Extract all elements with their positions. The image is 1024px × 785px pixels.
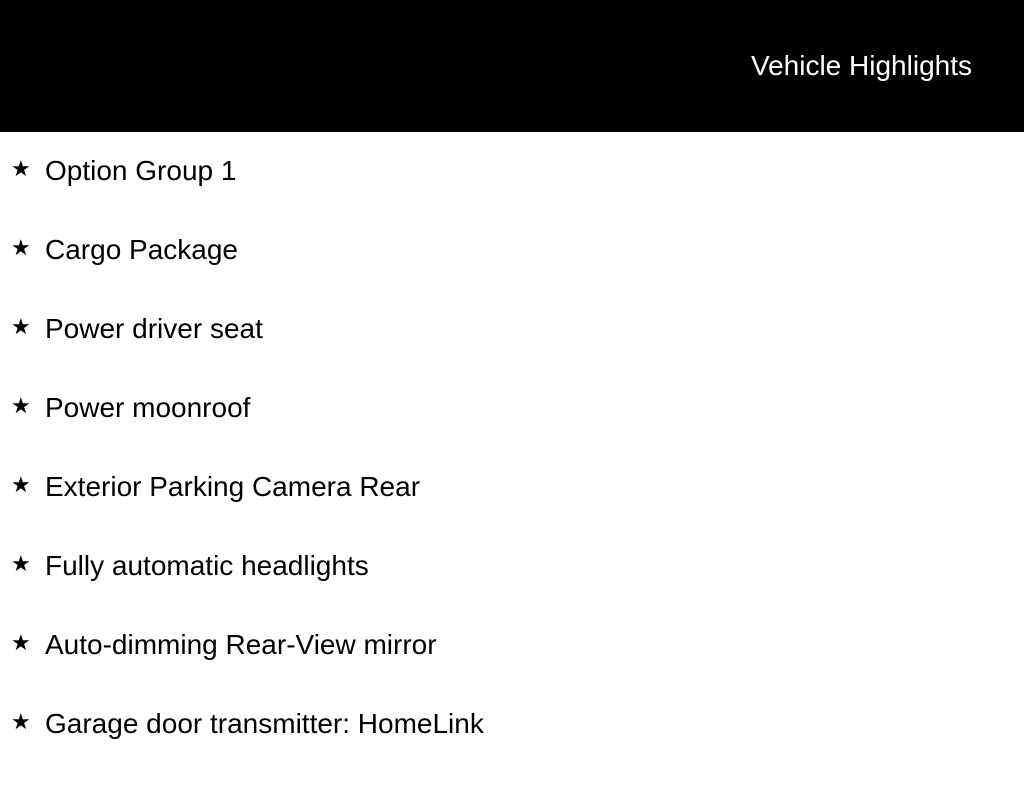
highlight-label: Cargo Package (45, 234, 239, 265)
highlight-label: Auto-dimming Rear-View mirror (45, 629, 437, 660)
highlight-label: Power driver seat (45, 313, 263, 344)
list-item (0, 232, 1024, 311)
list-item (0, 311, 1024, 390)
list-item (0, 627, 1024, 706)
vehicle-highlights-list (0, 153, 1024, 785)
highlight-label: Option Group 1 (45, 155, 237, 186)
star-icon: ★ (11, 156, 31, 181)
star-icon: ★ (11, 314, 31, 339)
list-item (0, 548, 1024, 627)
star-icon: ★ (11, 709, 31, 734)
list-item (0, 469, 1024, 548)
highlight-label: Power moonroof (45, 392, 251, 423)
highlight-label: Fully automatic headlights (45, 550, 369, 581)
list-item (0, 153, 1024, 232)
star-icon: ★ (11, 235, 31, 260)
list-item (0, 706, 1024, 785)
highlight-label: Exterior Parking Camera Rear (45, 471, 421, 502)
header-title: Vehicle Highlights (750, 50, 972, 81)
star-icon: ★ (11, 551, 31, 576)
star-icon: ★ (11, 630, 31, 655)
highlight-label: Garage door transmitter: HomeLink (45, 708, 484, 739)
star-icon: ★ (11, 393, 31, 418)
header-bar (0, 0, 1024, 132)
list-item (0, 390, 1024, 469)
star-icon: ★ (11, 472, 31, 497)
